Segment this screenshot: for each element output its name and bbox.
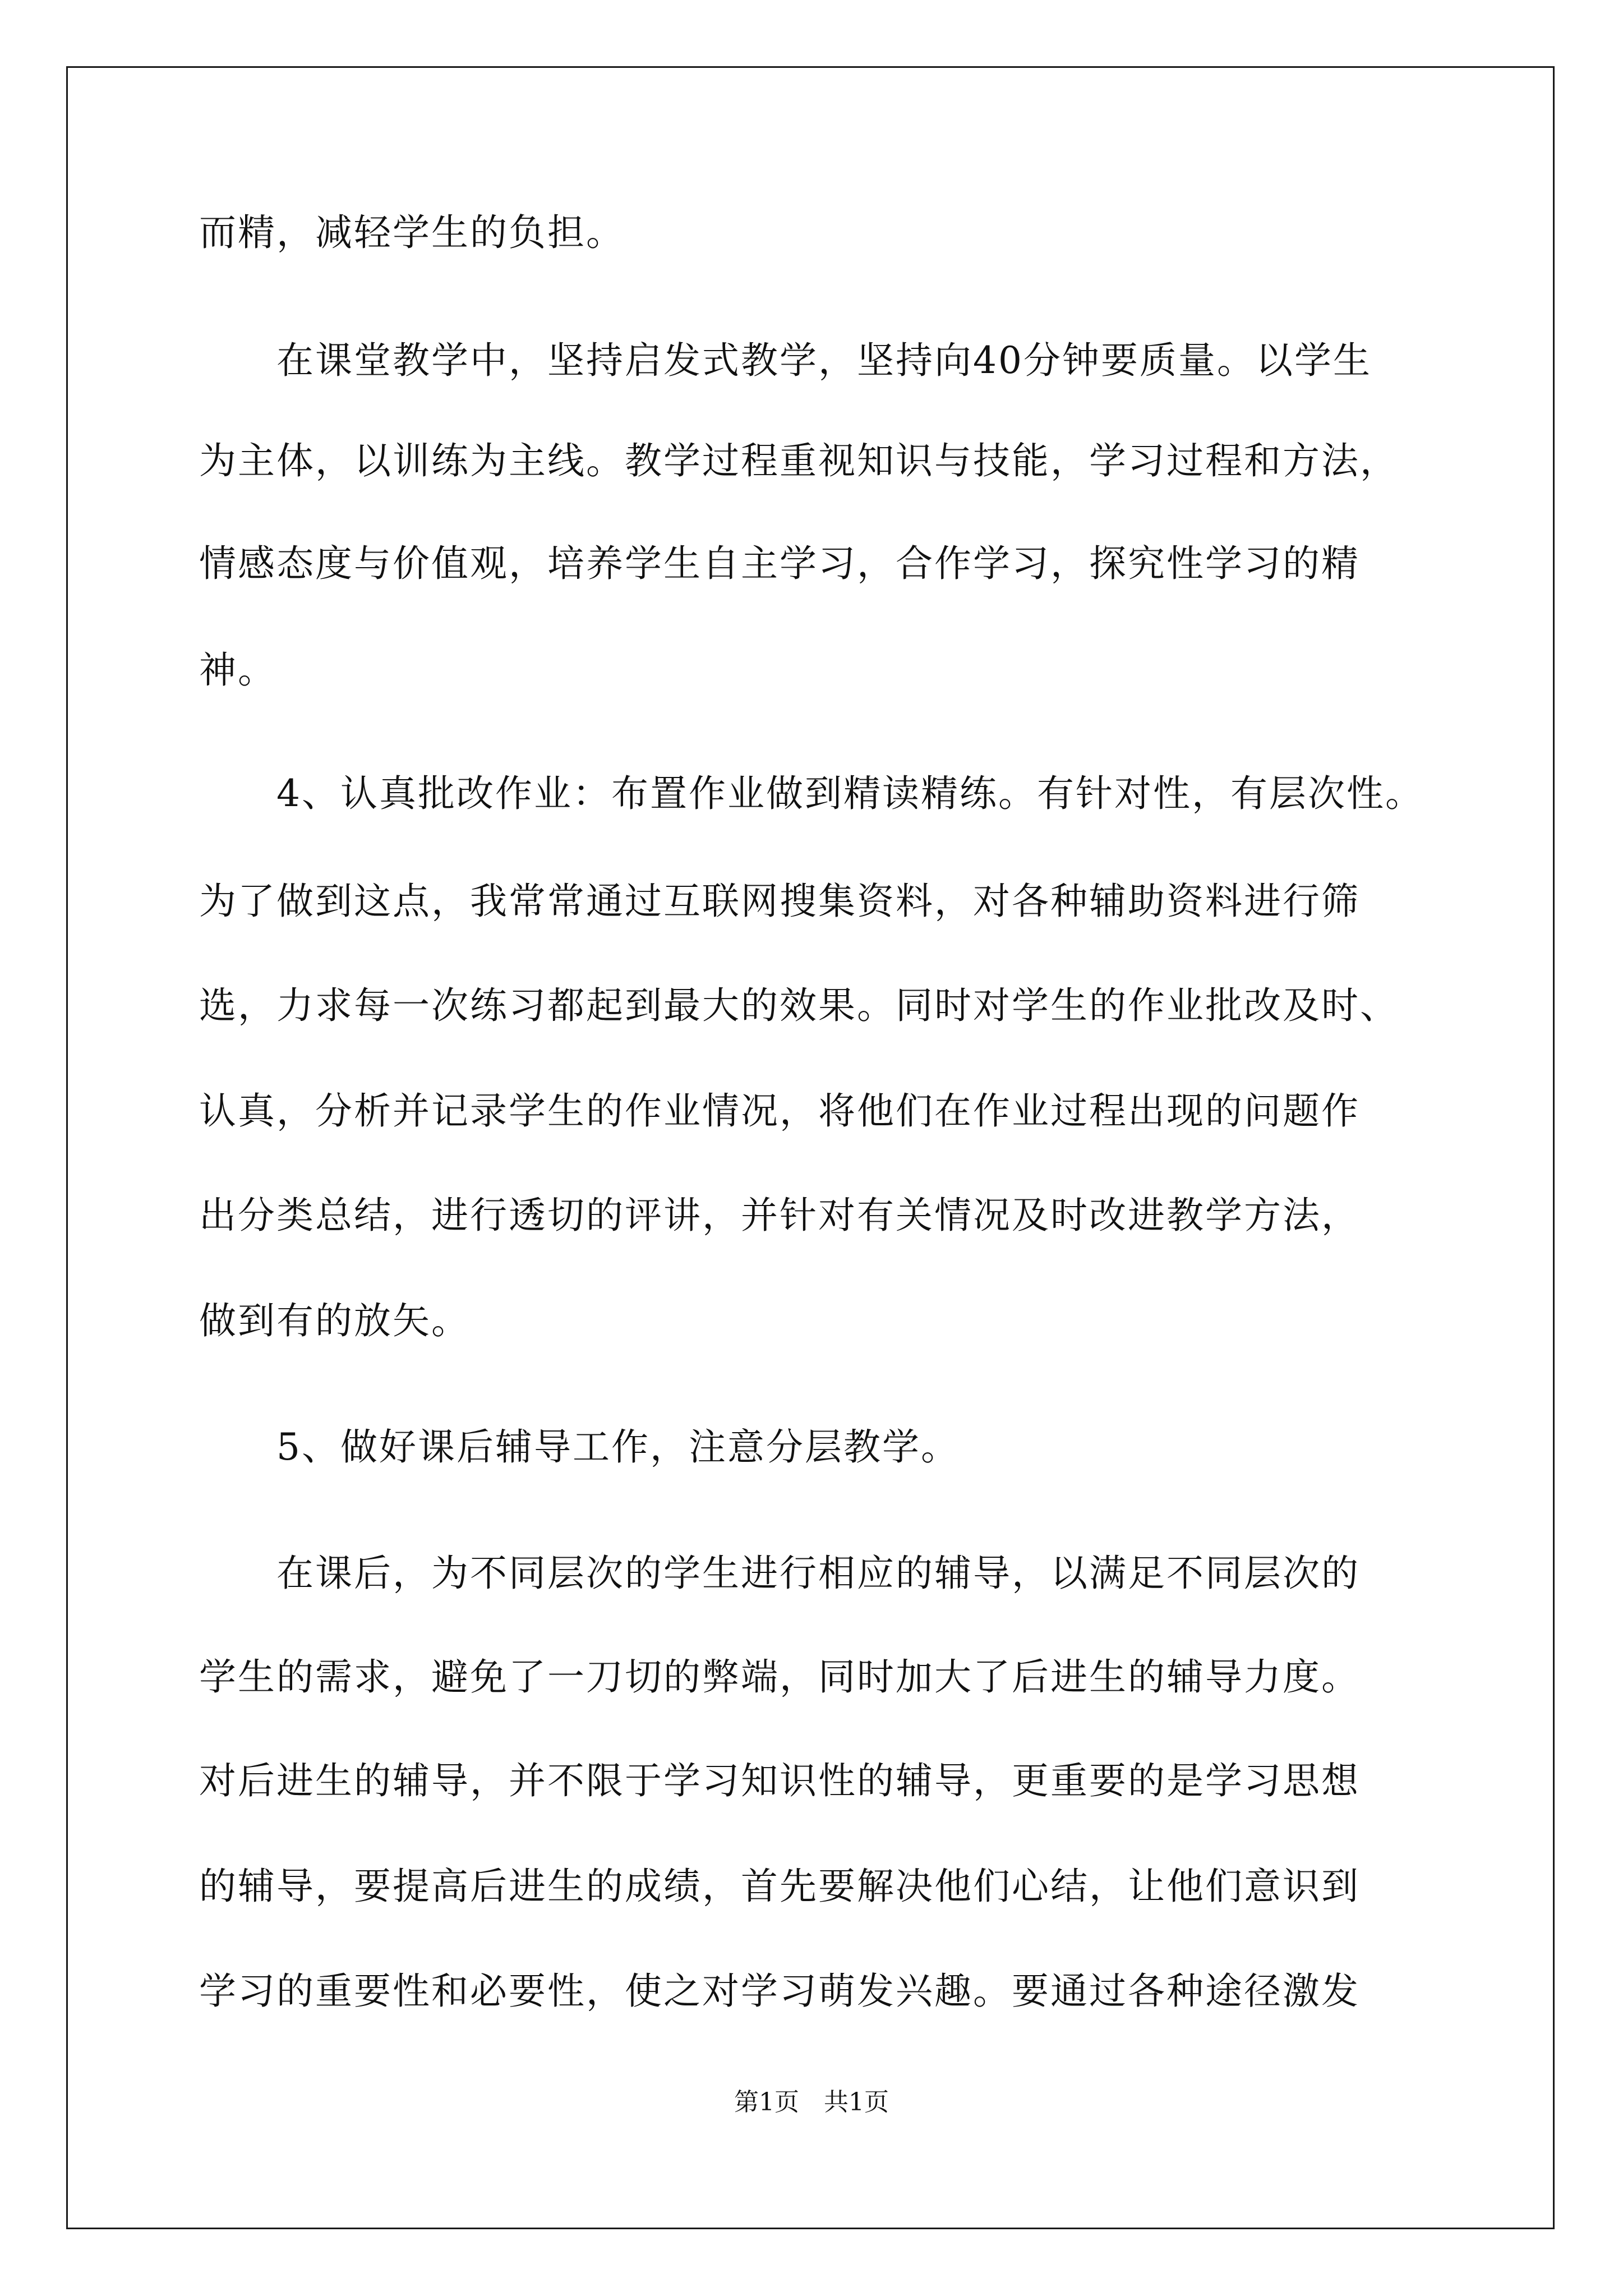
text-line: 学习的重要性和必要性，使之对学习萌发兴趣。要通过各种途径激发 bbox=[199, 1970, 1360, 2013]
text-line: 情感态度与价值观，培养学生自主学习，合作学习，探究性学习的精 bbox=[199, 542, 1360, 585]
text-line: 选，力求每一次练习都起到最大的效果。同时对学生的作业批改及时、 bbox=[199, 984, 1399, 1027]
text-line: 出分类总结，进行透切的评讲，并针对有关情况及时改进教学方法， bbox=[199, 1194, 1360, 1237]
text-line: 为了做到这点，我常常通过互联网搜集资料，对各种辅助资料进行筛 bbox=[199, 880, 1360, 923]
text-line: 的辅导，要提高后进生的成绩，首先要解决他们心结，让他们意识到 bbox=[199, 1865, 1360, 1908]
text-line: 学生的需求，避免了一刀切的弊端，同时加大了后进生的辅导力度。 bbox=[199, 1655, 1360, 1699]
text-line: 在课后，为不同层次的学生进行相应的辅导，以满足不同层次的 bbox=[199, 1552, 1360, 1595]
text-line: 5、做好课后辅导工作，注意分层教学。 bbox=[199, 1425, 960, 1469]
text-line: 对后进生的辅导，并不限于学习知识性的辅导，更重要的是学习思想 bbox=[199, 1759, 1360, 1802]
text-line: 4、认真批改作业：布置作业做到精读精练。有针对性，有层次性。 bbox=[199, 772, 1424, 815]
text-line: 为主体，以训练为主线。教学过程重视知识与技能，学习过程和方法， bbox=[199, 439, 1399, 482]
page-footer: 第1页 共1页 bbox=[734, 2088, 889, 2116]
text-line: 神。 bbox=[199, 648, 276, 692]
text-line: 做到有的放矢。 bbox=[199, 1299, 470, 1342]
text-line: 认真，分析并记录学生的作业情况，将他们在作业过程出现的问题作 bbox=[199, 1089, 1360, 1133]
text-line: 而精，减轻学生的负担。 bbox=[199, 211, 625, 254]
text-line: 在课堂教学中，坚持启发式教学，坚持向40分钟要质量。以学生 bbox=[199, 339, 1372, 382]
